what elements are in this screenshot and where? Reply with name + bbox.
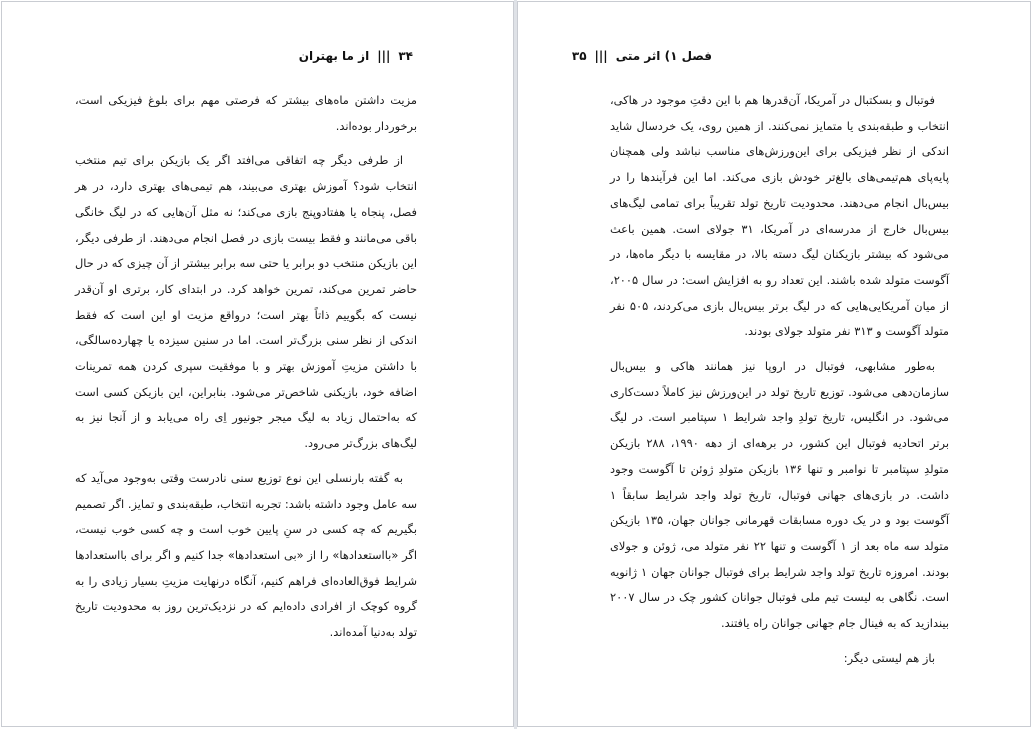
right-page (517, 1, 1031, 727)
left-header-separator: ||| (377, 49, 391, 63)
left-page (1, 1, 514, 727)
paragraph: از طرفی دیگر چه اتفاقی می‌افتد اگر یک بازیکن برای تیم منتخب انتخاب شود؟ آموزش بهتری می‌بیند، هم تیمی‌های بهتری دارد، در هر فصل، پنجاه یا هفتادوپنج بازی می‌کند؛ نه مثل آن‌هایی که در لیگ خانگی باقی می‌مانند و فقط بیست بازی در فصل انجام می‌دهند. از طرفی دیگر، این بازیکن منتخب دو برابر یا حتی سه برابر بیشتر از آن چیزی که در حال حاضر تمرین می‌کند، تمرین خواهد کرد. در ابتدای کار، برتری او آن‌قدر نیست که بگوییم ذاتاً بهتر است؛ درواقع مزیت او این است که فقط اندکی از نظر سنی بزرگ‌تر است. اما در سنین سیزده یا چهارده‌سالگی، با داشتن مزیتِ آموزش بهتر و با موفقیت سپری کردن همه تمرینات اضافه خود، بازیکنی شاخص‌تر می‌شود. بنابراین، این بازیکن کسی است که به‌احتمال زیاد به لیگ میجر جونیور اِی راه می‌یابد و از آنجا نیز به لیگ‌های بزرگ‌تر می‌رود. (75, 153, 417, 451)
paragraph: فوتبال و بسکتبال در آمریکا، آن‌قدرها هم با این دقتِ موجود در هاکی، انتخاب و طبقه‌بندی یا متمایز نمی‌کنند. از همین روی، یک خردسال شاید اندکی از نظر فیزیکی برای این‌ورزش‌های مناسب نباشد ولی همچنان پایه‌پای هم‌تیمی‌های بالغ‌تر خودش بازی می‌کند. اما این فرآیندها را در بیس‌بال انجام می‌دهند. محدودیت تاریخ تولد تقریباً برای تمامی لیگ‌های بیس‌بال خارج از مدرسه‌ای در آمریکا، ۳۱ جولای است. همین باعث می‌شود که بیشتر بازیکنان لیگ دسته بالا، در مقایسه با دیگر ماه‌ها، در آگوست متولد شده باشند. این تعداد رو به افزایش است: در سال ۲۰۰۵، از میان آمریکایی‌هایی که در لیگ برتر بیس‌بال بازی می‌کردند، ۵۰۵ نفر متولد آگوست و ۳۱۳ نفر متولد جولای بودند. (610, 93, 949, 339)
right-page-number: ۳۵ (571, 49, 587, 63)
left-page-body (75, 88, 417, 655)
right-running-title: فصل ۱) اثر متی (615, 49, 712, 63)
left-running-title: از ما بهتران (298, 49, 370, 63)
paragraph: باز هم لیستی دیگر: (843, 650, 935, 665)
left-page-header (299, 49, 413, 63)
paragraph: به‌طور مشابهی، فوتبال در اروپا نیز همانند هاکی و بیس‌بال سازمان‌دهی می‌شود. توزیع تاریخ تولد در این‌ورزش نیز کاملاً دست‌کاری می‌شود. در انگلیس، تاریخ تولدِ واجد شرایط ۱ سپتامبر است. در لیگ برتر اتحادیه فوتبال این کشور، در برهه‌ای از دهه ۱۹۹۰، ۲۸۸ بازیکن متولدِ سپتامبر تا نوامبر و تنها ۱۳۶ بازیکن متولدِ ژوئن تا آگوست وجود داشت. در بازی‌های جهانی فوتبال، تاریخ تولد واجد شرایط سابقاً ۱ آگوست بود و در یک دوره مسابقات قهرمانی جوانان جهان، ۱۳۵ بازیکن متولد سه ماه بعد از ۱ آگوست و تنها ۲۲ نفر متولد می، ژوئن و جولای بودند. امروزه تاریخ تولد واجد شرایط برای فوتبال جوانان جهان ۱ ژانویه است. نگاهی به لیست تیم ملی فوتبال جوانان کشور چک در سال ۲۰۰۷ بیندازید که به فینال جام جهانی جوانان راه یافتند. (610, 359, 950, 631)
paragraph: به گفته بارنسلی این نوع توزیع سنی نادرست وقتی به‌وجود می‌آید که سه عامل وجود داشته باشد: تجربه انتخاب، طبقه‌بندی و تمایز. اگر تصمیم بگیریم که چه کسی در سنِ پایین خوب است و چه کسی خوب نیست، اگر «بااستعدادها» را از «بی استعدادها» جدا کنیم و اگر برای بااستعدادها شرایط فوق‌العاده‌ای فراهم کنیم، آنگاه درنهایت مزیتِ بسیار زیادی را به گروه کوچک از افرادی داده‌ایم که در نزدیک‌ترین روز به محدودیت تاریخ تولد به‌دنیا آمده‌اند. (75, 470, 417, 640)
paragraph: مزیت داشتن ماه‌های بیشتر که فرصتی مهم برای بلوغ فیزیکی است، برخوردار بوده‌اند. (75, 93, 417, 133)
right-header-separator: ||| (594, 49, 608, 63)
left-page-number: ۳۴ (398, 49, 413, 63)
right-page-header (572, 49, 712, 63)
right-page-body (610, 88, 949, 680)
